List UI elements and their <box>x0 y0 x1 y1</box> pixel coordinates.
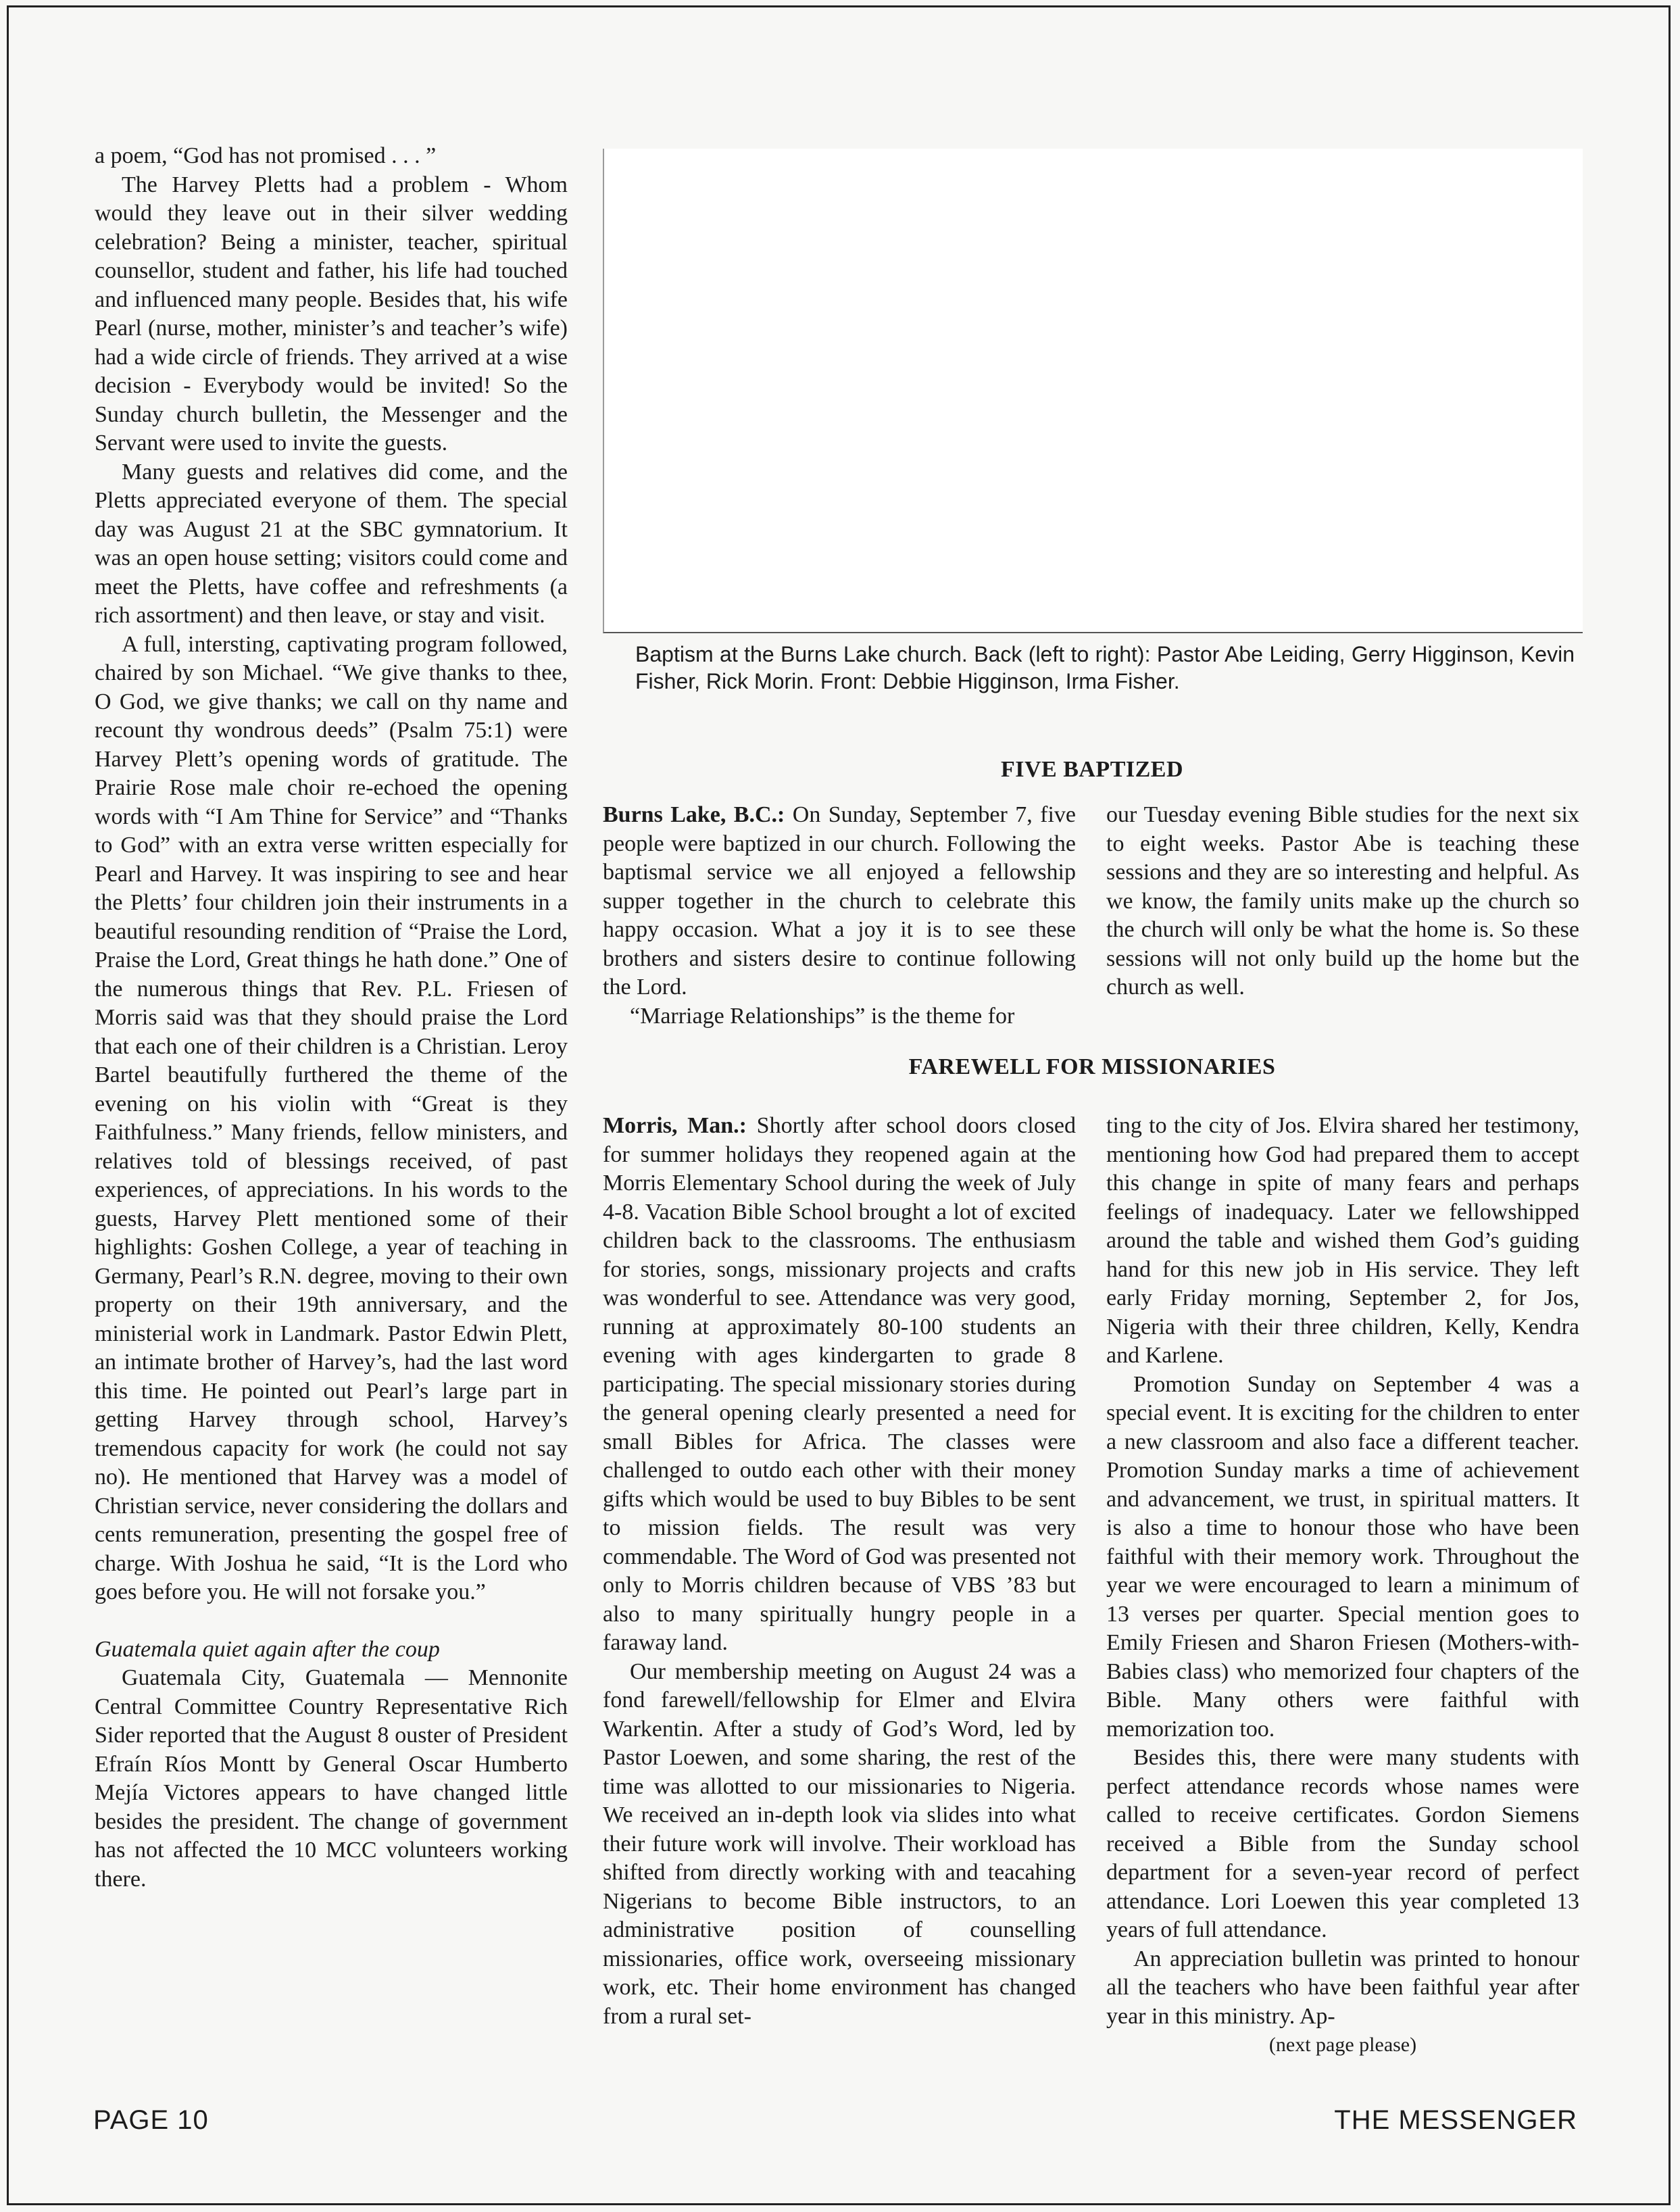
farewell-heading: FAREWELL FOR MISSIONARIES <box>908 1054 1276 1079</box>
paragraph: “Marriage Relationships” is the theme for <box>630 1003 1015 1029</box>
paragraph: a poem, “God has not promised . . . ” <box>95 143 437 168</box>
continued-note: (next page please) <box>1268 2034 1417 2056</box>
left-column <box>95 142 568 1894</box>
page-number: PAGE 10 <box>93 2105 209 2135</box>
five-baptized-heading: FIVE BAPTIZED <box>1000 757 1184 782</box>
paragraph: ting to the city of Jos. Elvira shared her testimony, mentioning how God had prepared them to accept this change in spite of many fears and perhaps feelings of inadequacy. Later we fellowshipped around the table and wished them God’s guiding hand for this new job in His service. They left early Friday morning, September 2, for Jos, Nigeria with their three children, Kelly, Kendra and Karlene. <box>1106 1113 1579 1368</box>
paragraph: Besides this, there were many students with perfect attendance records whose names were called to receive certificates. Gordon Siemens received a Bible from the Sunday school department for a seven-year record of perfect attendance. Lori Loewen this year completed 13 years of full attendance. <box>1106 1745 1579 1942</box>
photo-caption: Baptism at the Burns Lake church. Back (left to right): Pastor Abe Leiding, Gerry Higginson, Kevin Fisher, Rick Morin. Front: Debbie Higginson, Irma Fisher. <box>635 642 1575 693</box>
paragraph: An appreciation bulletin was printed to honour all the teachers who have been faithful year after year in this ministry. Ap- <box>1106 1946 1579 2029</box>
paragraph: The Harvey Pletts had a problem - Whom would they leave out in their silver wedding celebration? Being a minister, teacher, spiritual counsellor, student and father, his life had touched and influenced many people. Besides that, his wife Pearl (nurse, mother, minister’s and teacher’s wife) had a wide circle of friends. They arrived at a wise decision - Everybody would be invited! So the Sunday church bulletin, the Messenger and the Servant were used to invite the guests. <box>95 172 568 456</box>
paragraph <box>603 1112 1076 1658</box>
dateline: Morris, Man.: <box>603 1113 747 1138</box>
paragraph-text: On Sunday, September 7, five people were baptized in our church. Following the baptismal service we all enjoyed a fellowship supper together in the church to celebrate this happy occasion. What a joy it is to see these brothers and sisters desire to continue following the Lord. <box>603 802 1076 1000</box>
paragraph: our Tuesday evening Bible studies for the next six to eight weeks. Pastor Abe is teaching these sessions and they are so interesting and helpful. As we know, the family units make up the church so the church will only be what the home is. So these sessions will not only build up the home but the church as well. <box>1106 802 1579 1000</box>
farewell-left-column <box>603 1112 1076 2031</box>
baptism-photo <box>603 149 1583 633</box>
five-baptized-left-column <box>603 801 1076 1031</box>
guatemala-paragraph: Guatemala City, Guatemala — Mennonite Central Committee Country Representative Rich Sider reported that the August 8 ouster of President Efraín Ríos Montt by General Oscar Humberto Mejía Victores appears to have changed little besides the president. The change of government has not affected the 10 MCC volunteers working there. <box>95 1665 568 1892</box>
guatemala-subheading: Guatemala quiet again after the coup <box>95 1636 440 1662</box>
paragraph-text: Shortly after school doors closed for summer holidays they reopened again at the Morris Elementary School during the week of July 4-8. Vacation Bible School brought a lot of excited children back to the classrooms. The enthusiasm for stories, songs, missionary projects and crafts was wonderful to see. Attendance was very good, running at approximately 80-100 students an evening with ages kindergarten to grade 8 participating. The special missionary stories during the general opening clearly presented a need for small Bibles for Africa. The classes were challenged to outdo each other with their money gifts which would be used to buy Bibles to be sent to mission fields. The result was very commendable. The Word of God was presented not only to Morris children because of VBS ’83 but also to many spiritually hungry people in a faraway land. <box>603 1113 1077 1655</box>
farewell-right-column <box>1106 1112 1579 2060</box>
five-baptized-right-column <box>1106 801 1579 1002</box>
dateline: Burns Lake, B.C.: <box>603 802 785 827</box>
paragraph: Promotion Sunday on September 4 was a special event. It is exciting for the children to enter a new classroom and also face a different teacher. Promotion Sunday marks a time of achievement and advancement, we trust, in spiritual matters. It is also a time to honour those who have been faithful with their memory work. Throughout the year we were encouraged to learn a minimum of 13 verses per quarter. Special mention goes to Emily Friesen and Sharon Friesen (Mothers-with-Babies class) who memorized four chapters of the Bible. Many others were faithful with memorization too. <box>1106 1371 1579 1742</box>
paragraph <box>603 801 1076 1002</box>
paragraph: Many guests and relatives did come, and the Pletts appreciated everyone of them. The special day was August 21 at the SBC gymnatorium. It was an open house setting; visitors could come and meet the Pletts, have coffee and refreshments (a rich assortment) and then leave, or stay and visit. <box>95 459 568 628</box>
paragraph: A full, intersting, captivating program followed, chaired by son Michael. “We give thanks to thee, O God, we give thanks; we call on thy name and recount thy wondrous deeds” (Psalm 75:1) were Harvey Plett’s opening words of gratitude. The Prairie Rose male choir re-echoed the opening words with “I Am Thine for Service” and “Thanks to God” with an extra verse written especially for Pearl and Harvey. It was inspiring to see and hear the Pletts’ four children join their instruments in a beautiful resounding rendition of “Praise the Lord, Praise the Lord, Great things he hath done.” One of the numerous things that Rev. P.L. Friesen of Morris said was that they should praise the Lord that each one of their children is a Christian. Leroy Bartel beautifully furthered the theme of the evening on his violin with “Great is they Faithfulness.” Many friends, fellow ministers, and relatives told of blessings received, of past experiences, of appreciations. In his words to the guests, Harvey Plett mentioned some of their highlights: Goshen College, a year of teaching in Germany, Pearl’s R.N. degree, moving to their own property on their 19th anniversary, and the ministerial work in Landmark. Pastor Edwin Plett, an intimate brother of Harvey’s, had the last word this time. He pointed out Pearl’s large part in getting Harvey through school, Harvey’s tremendous capacity for work (he could not say no). He mentioned that Harvey was a model of Christian service, never considering the dollars and cents remuneration, presenting the gospel free of charge. With Joshua he said, “It is the Lord who goes before you. He will not forsake you.” <box>95 631 568 1604</box>
paragraph: Our membership meeting on August 24 was a fond farewell/fellowship for Elmer and Elvira Warkentin. After a study of God’s Word, led by Pastor Loewen, and some sharing, the rest of the time was allotted to our missionaries to Nigeria. We received an in-depth look via slides into what their future work will involve. Their workload has shifted from directly working with and teacahing Nigerians to become Bible instructors, to an administrative position of counselling missionaries, office work, overseeing missionary work, etc. Their home environment has changed from a rural set- <box>603 1658 1076 2029</box>
publication-name: THE MESSENGER <box>1334 2105 1577 2135</box>
